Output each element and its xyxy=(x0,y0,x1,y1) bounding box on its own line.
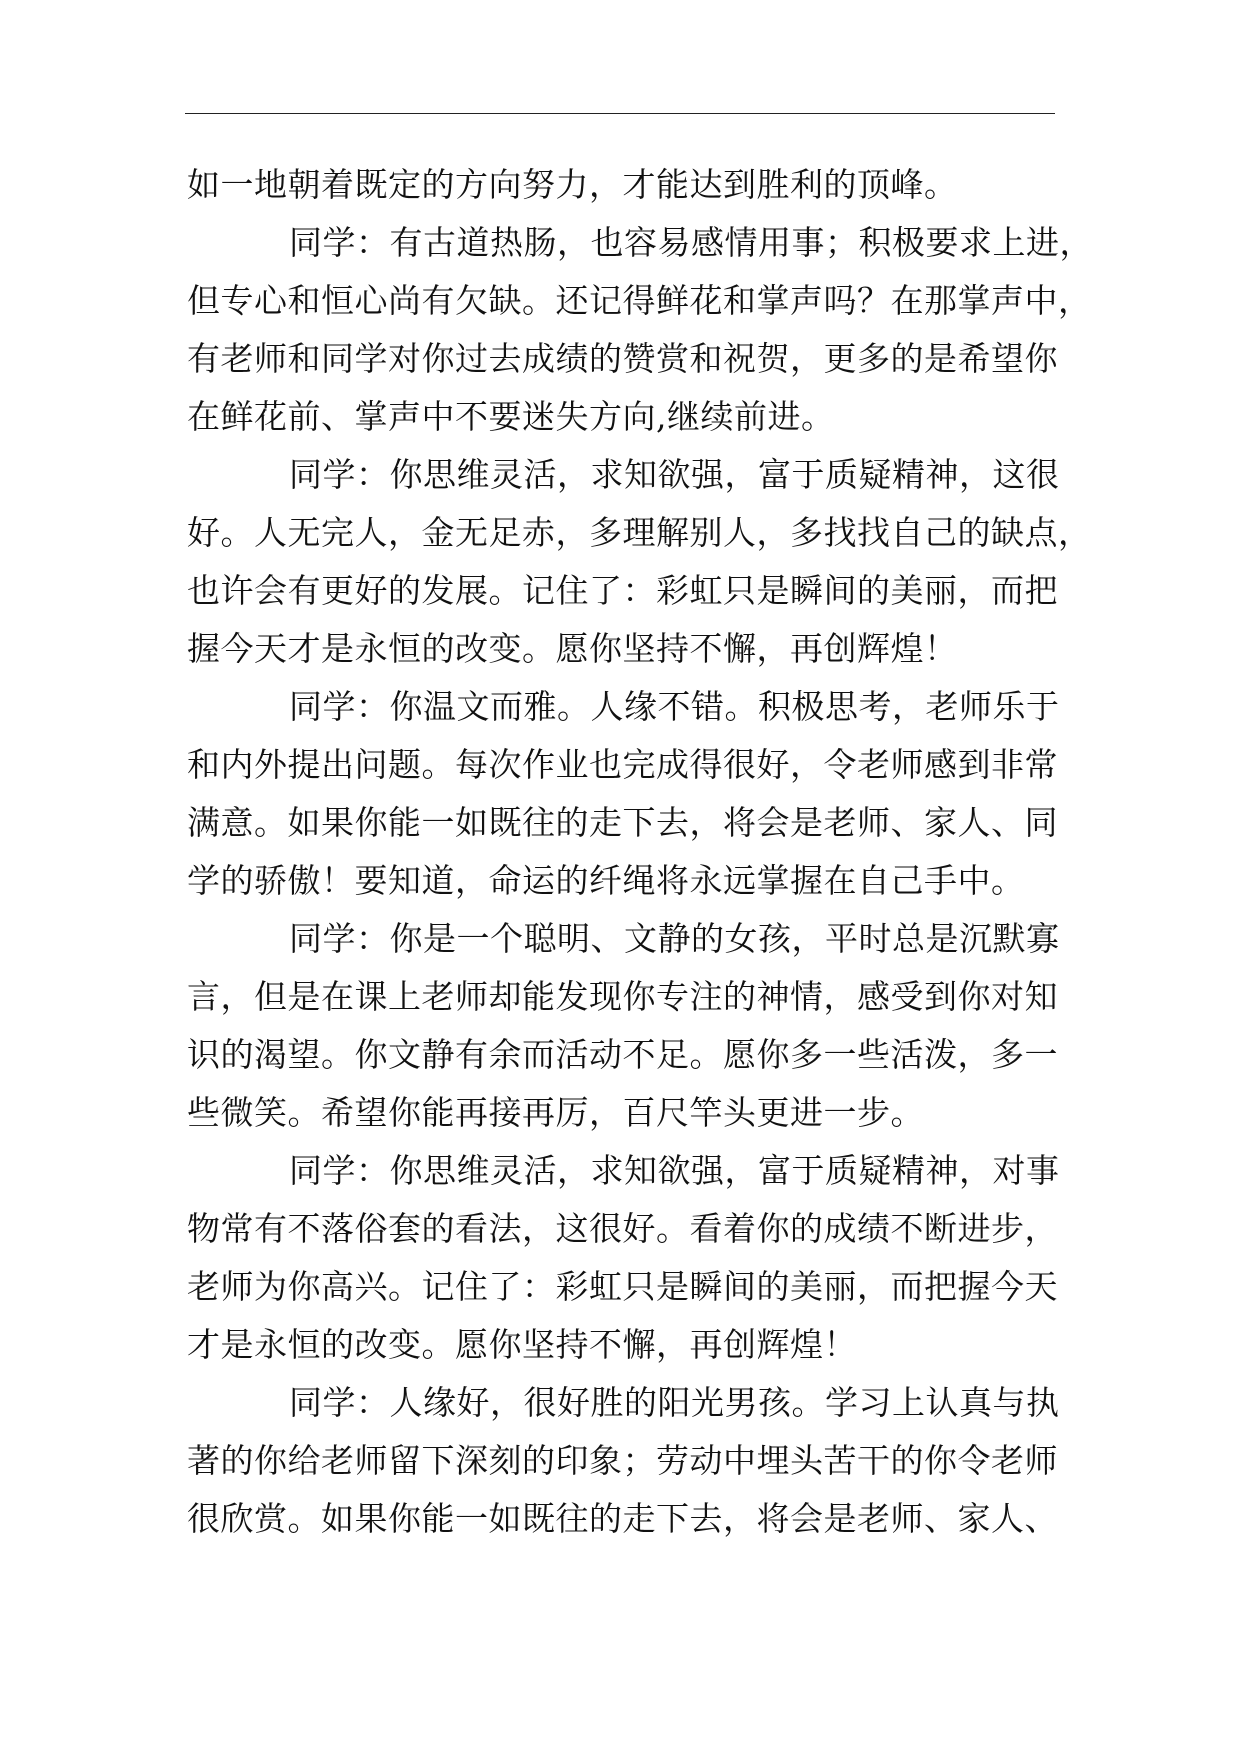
paragraph-line: 同学：人缘好，很好胜的阳光男孩。学习上认真与执 xyxy=(289,1383,1060,1422)
paragraph-line: 学的骄傲！要知道，命运的纤绳将永远掌握在自己手中。 xyxy=(187,861,1025,900)
paragraph-line: 物常有不落俗套的看法，这很好。看着你的成绩不断进步， xyxy=(187,1209,1058,1248)
paragraph-line: 很欣赏。如果你能一如既往的走下去，将会是老师、家人、 xyxy=(187,1499,1058,1538)
header-rule xyxy=(185,113,1055,114)
paragraph-line: 老师为你高兴。记住了：彩虹只是瞬间的美丽，而把握今天 xyxy=(187,1267,1058,1306)
document-body xyxy=(187,156,1093,1548)
paragraph-line: 同学：你思维灵活，求知欲强，富于质疑精神，这很 xyxy=(289,455,1060,494)
paragraph-line: 握今天才是永恒的改变。愿你坚持不懈，再创辉煌！ xyxy=(187,629,958,668)
paragraph-line: 同学：你温文而雅。人缘不错。积极思考，老师乐于 xyxy=(289,687,1060,726)
paragraph-line: 在鲜花前、掌声中不要迷失方向,继续前进。 xyxy=(187,397,835,436)
paragraph-line: 识的渴望。你文静有余而活动不足。愿你多一些活泼，多一 xyxy=(187,1035,1058,1074)
paragraph-line: 著的你给老师留下深刻的印象；劳动中埋头苦干的你令老师 xyxy=(187,1441,1058,1480)
paragraph-6 xyxy=(187,1142,1060,1374)
paragraph-line: 也许会有更好的发展。记住了：彩虹只是瞬间的美丽，而把 xyxy=(187,571,1058,610)
paragraph-line: 好。人无完人，金无足赤，多理解别人，多找找自己的缺点， xyxy=(187,513,1092,552)
paragraph-7 xyxy=(187,1374,1060,1548)
paragraph-line: 如一地朝着既定的方向努力，才能达到胜利的顶峰。 xyxy=(187,165,958,204)
paragraph-line: 满意。如果你能一如既往的走下去，将会是老师、家人、同 xyxy=(187,803,1058,842)
paragraph-line: 有老师和同学对你过去成绩的赞赏和祝贺，更多的是希望你 xyxy=(187,339,1058,378)
paragraph-line: 同学：有古道热肠，也容易感情用事；积极要求上进， xyxy=(289,223,1093,262)
paragraph-line: 些微笑。希望你能再接再厉，百尺竿头更进一步。 xyxy=(187,1093,924,1132)
paragraph-line: 但专心和恒心尚有欠缺。还记得鲜花和掌声吗？在那掌声中， xyxy=(187,281,1092,320)
paragraph-5 xyxy=(187,910,1060,1142)
paragraph-line: 才是永恒的改变。愿你坚持不懈，再创辉煌！ xyxy=(187,1325,857,1364)
paragraph-2 xyxy=(187,214,1093,446)
paragraph-line: 言，但是在课上老师却能发现你专注的神情，感受到你对知 xyxy=(187,977,1058,1016)
paragraph-3 xyxy=(187,446,1092,678)
paragraph-4 xyxy=(187,678,1060,910)
paragraph-line: 和内外提出问题。每次作业也完成得很好，令老师感到非常 xyxy=(187,745,1058,784)
paragraph-line: 同学：你思维灵活，求知欲强，富于质疑精神，对事 xyxy=(289,1151,1060,1190)
paragraph-line: 同学：你是一个聪明、文静的女孩，平时总是沉默寡 xyxy=(289,919,1060,958)
paragraph-1 xyxy=(187,156,1055,214)
